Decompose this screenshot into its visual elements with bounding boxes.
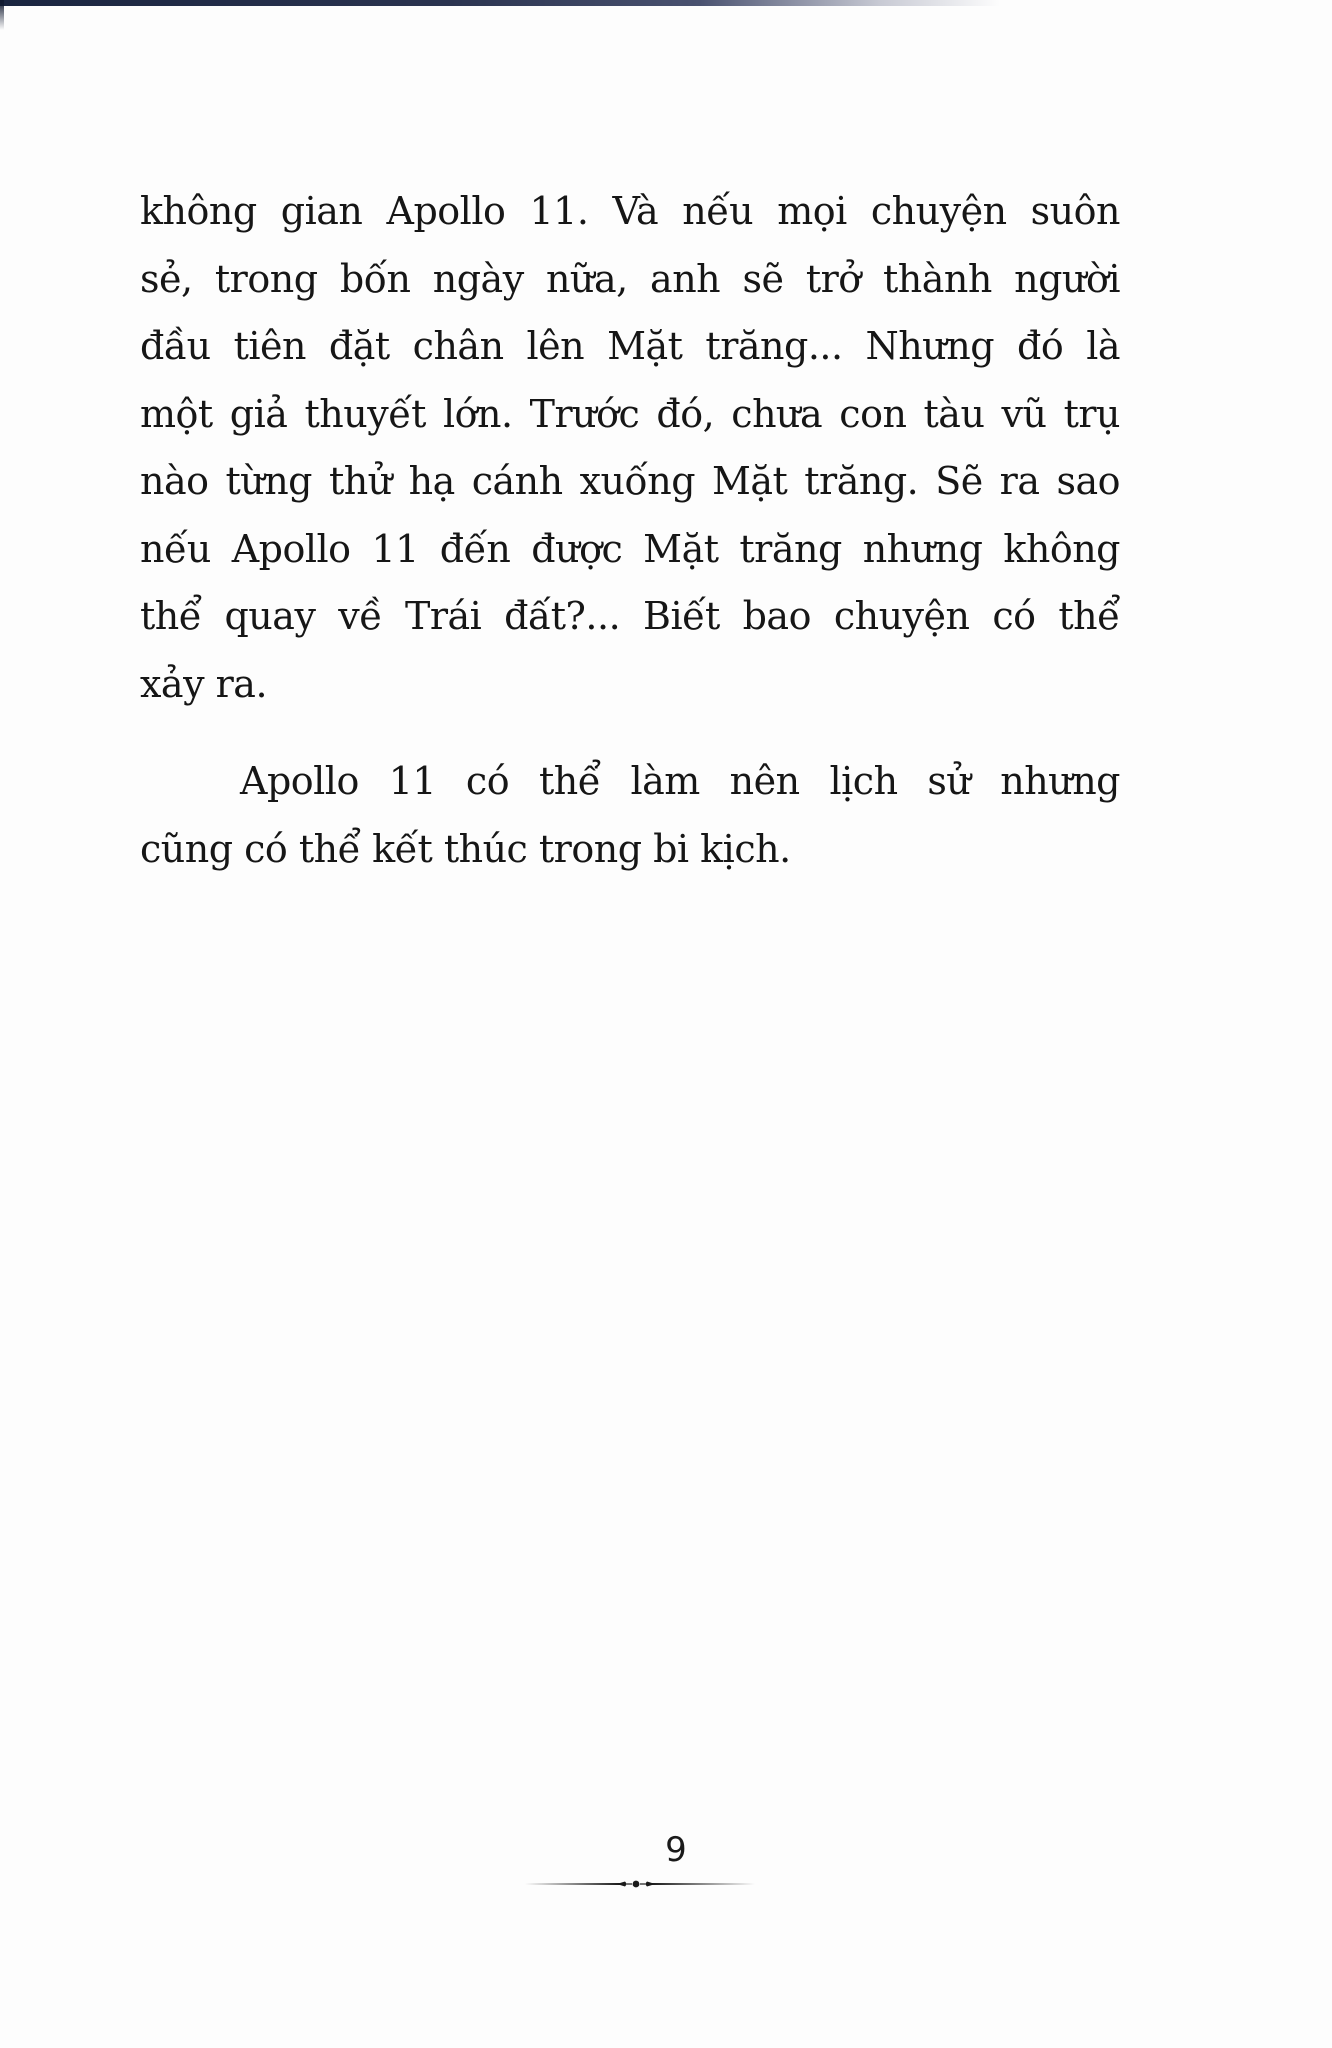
divider-ornament-icon [525, 1878, 755, 1890]
text-line: xảy ra. [140, 661, 268, 706]
text-line: đầu tiên đặt chân lên Mặt trăng... Nhưng đó là [140, 324, 1120, 368]
text-line: Apollo 11 có thể làm nên lịch sử nhưng [240, 759, 1120, 803]
paragraph-2 [140, 748, 1120, 883]
page-footer [0, 1830, 1332, 1870]
page-number: 9 [665, 1830, 687, 1870]
text-line: sẻ, trong bốn ngày nữa, anh sẽ trở thành người [140, 256, 1120, 301]
text-line: nếu Apollo 11 đến được Mặt trăng nhưng không [140, 526, 1120, 571]
text-line: một giả thuyết lớn. Trước đó, chưa con tàu vũ trụ [140, 391, 1120, 436]
text-line: nào từng thử hạ cánh xuống Mặt trăng. Sẽ ra sao [140, 459, 1120, 503]
paragraph-1 [140, 178, 1120, 718]
scan-edge-left [0, 0, 4, 30]
page-body [140, 178, 1120, 883]
text-line: không gian Apollo 11. Và nếu mọi chuyện suôn [140, 189, 1120, 233]
text-line: cũng có thể kết thúc trong bi kịch. [140, 826, 791, 871]
scan-edge-top [0, 0, 1000, 6]
text-line: thể quay về Trái đất?... Biết bao chuyện có thể [140, 594, 1120, 638]
paragraph-spacer [140, 718, 1120, 748]
